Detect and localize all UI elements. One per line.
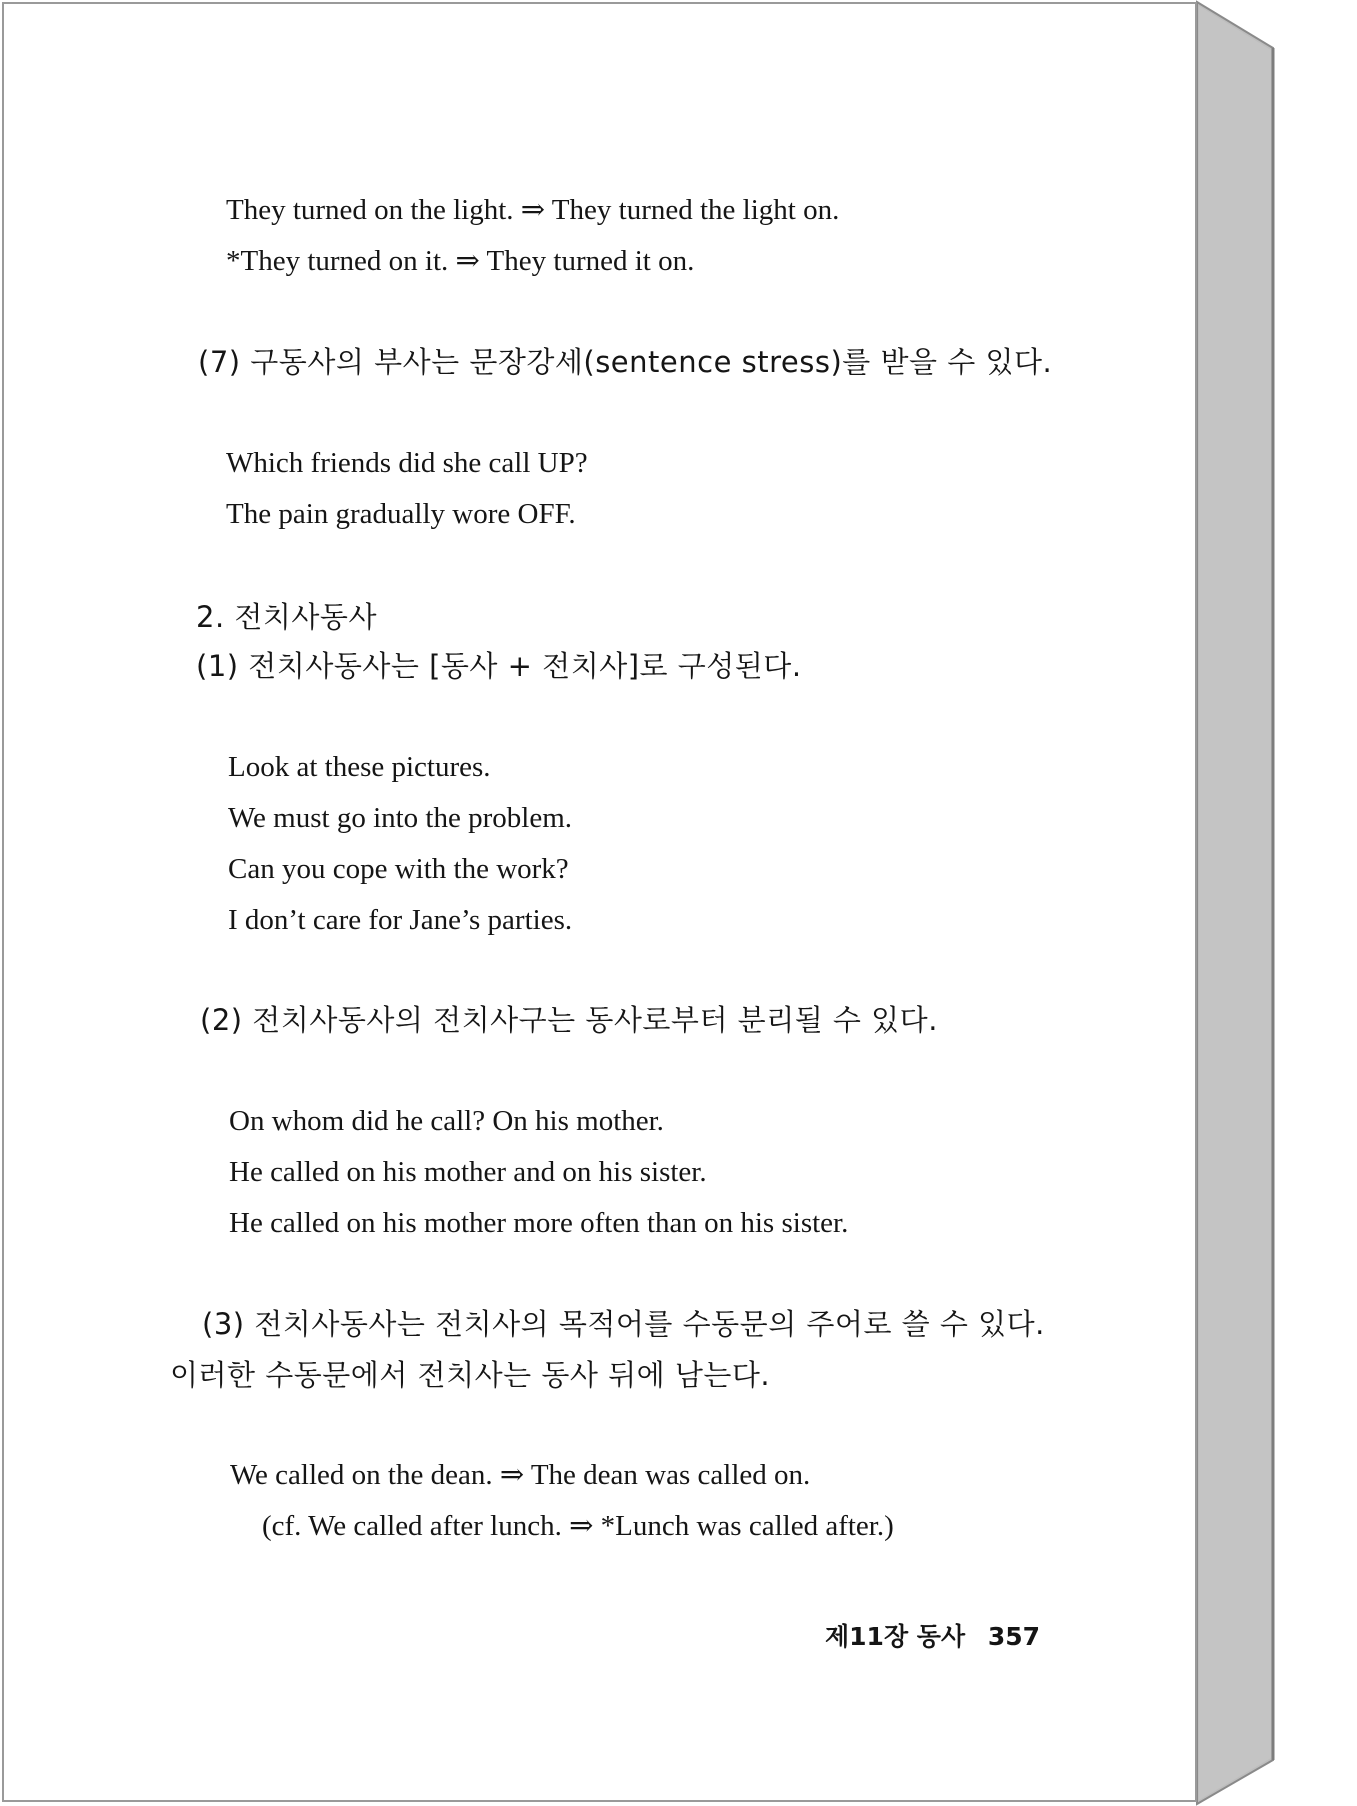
chapter-label: 제11장 동사 <box>825 1622 966 1651</box>
example-line: Which friends did she call UP? <box>226 447 588 479</box>
rule-heading: (2) 전치사동사의 전치사구는 동사로부터 분리될 수 있다. <box>200 1003 938 1037</box>
example-line: On whom did he call? On his mother. <box>229 1105 664 1137</box>
example-line: They turned on the light. ⇒ They turned the light on. <box>226 194 840 226</box>
running-footer <box>825 1617 1040 1653</box>
example-line: *They turned on it. ⇒ They turned it on. <box>226 245 695 277</box>
rule-heading: (1) 전치사동사는 [동사 + 전치사]로 구성된다. <box>196 649 802 683</box>
example-line: We must go into the problem. <box>228 802 573 834</box>
rule-heading-continued: 이러한 수동문에서 전치사는 동사 뒤에 남는다. <box>170 1358 771 1392</box>
page-number: 357 <box>987 1622 1041 1651</box>
example-line: Can you cope with the work? <box>228 853 569 885</box>
rule-heading: (3) 전치사동사는 전치사의 목적어를 수동문의 주어로 쓸 수 있다. <box>202 1307 1045 1341</box>
example-line: He called on his mother more often than on his sister. <box>229 1207 849 1239</box>
example-line: Look at these pictures. <box>228 751 491 783</box>
section-title: 2. 전치사동사 <box>196 600 377 634</box>
example-line: I don’t care for Jane’s parties. <box>228 904 573 936</box>
example-line: We called on the dean. ⇒ The dean was called on. <box>230 1459 811 1491</box>
example-line: The pain gradually wore OFF. <box>226 498 576 530</box>
rule-heading: (7) 구동사의 부사는 문장강세(sentence stress)를 받을 수 있다. <box>198 345 1053 379</box>
example-line: He called on his mother and on his sister. <box>229 1156 707 1188</box>
example-line: (cf. We called after lunch. ⇒ *Lunch was called after.) <box>262 1510 894 1542</box>
